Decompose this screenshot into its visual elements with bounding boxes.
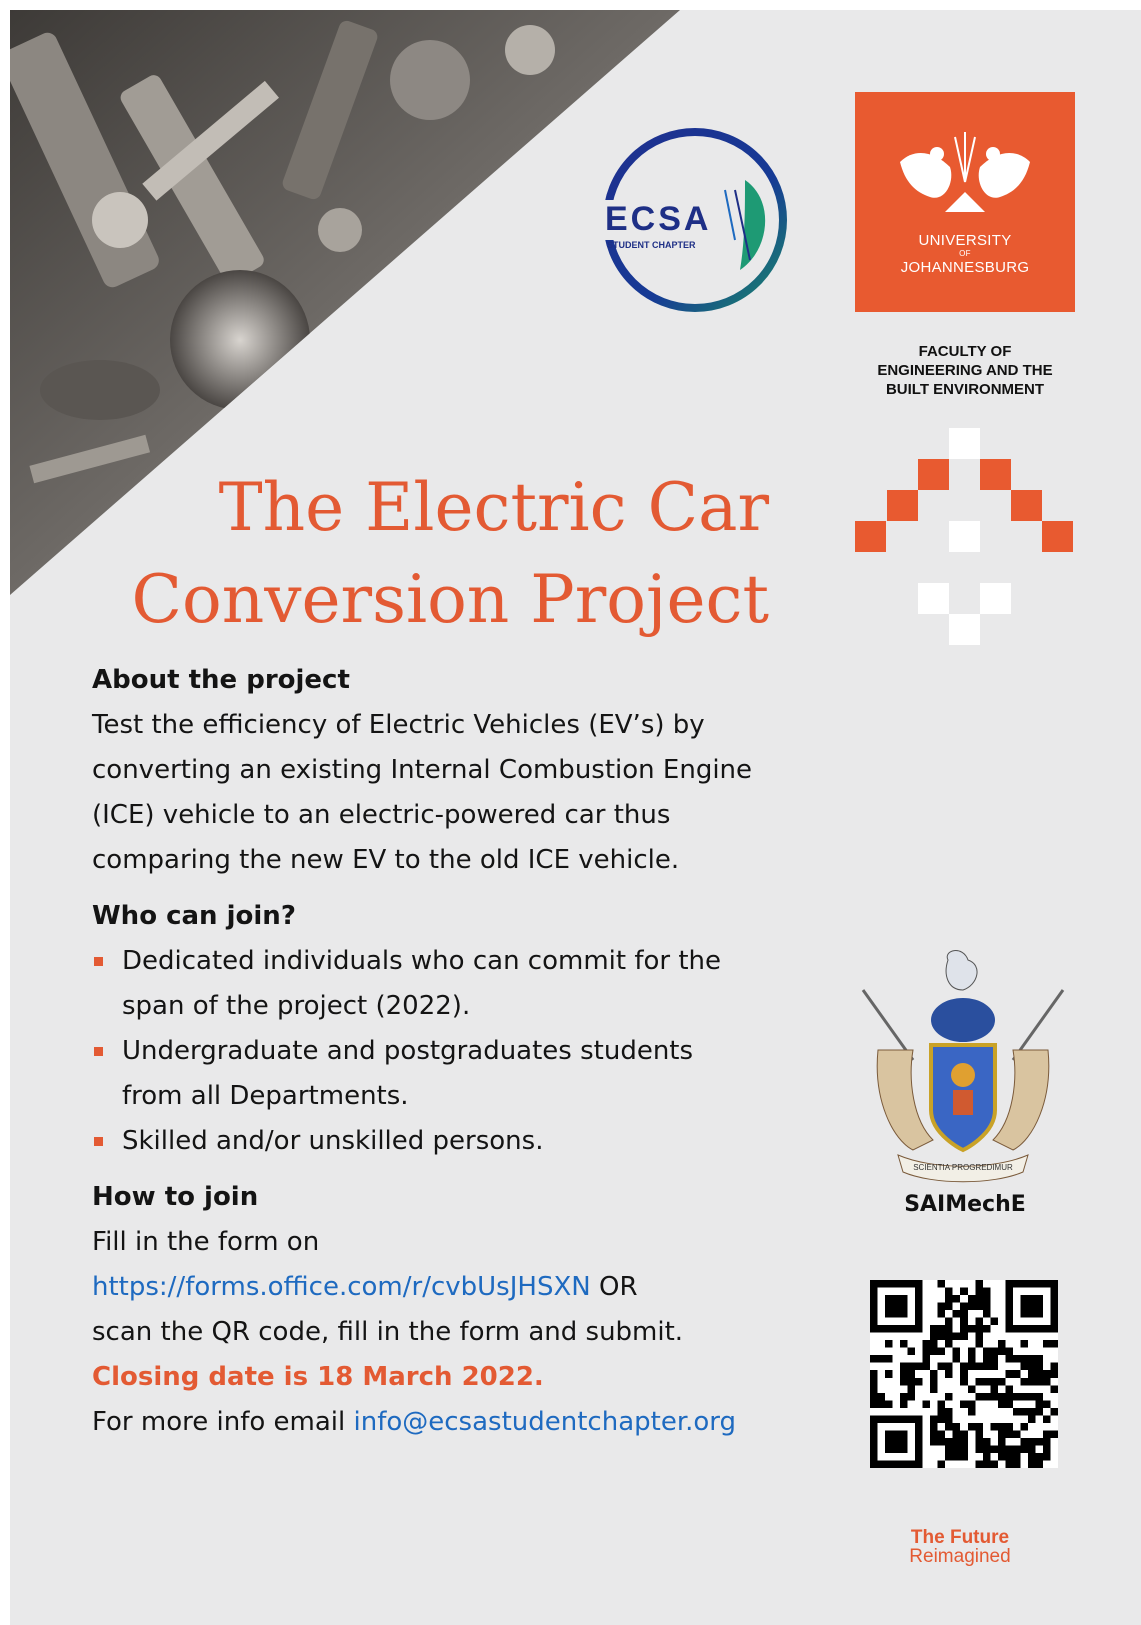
tagline — [870, 1528, 1050, 1566]
faculty-line-3: BUILT ENVIRONMENT — [885, 381, 1045, 398]
or-text: OR — [590, 1272, 638, 1302]
faculty-line-2: ENGINEERING AND THE — [877, 362, 1053, 379]
closing-date: Closing date is 18 March 2022. — [92, 1362, 544, 1392]
qr-code[interactable] — [870, 1280, 1058, 1468]
saimeche-label: SAIMechE — [904, 1192, 1026, 1217]
list-item — [92, 939, 782, 1029]
uj-line1: UNIVERSITY — [918, 232, 1012, 249]
form-link[interactable]: https://forms.office.com/r/cvbUsJHSXN — [92, 1272, 591, 1302]
poster — [10, 10, 1141, 1625]
content-body — [92, 658, 782, 1445]
coat-of-arms-emblem — [853, 950, 1073, 1195]
bullet-line: Skilled and/or unskilled persons. — [122, 1126, 544, 1156]
who-heading: Who can join? — [92, 901, 296, 931]
uj-square-pattern — [855, 428, 1075, 658]
info-prefix: For more info email — [92, 1407, 354, 1437]
uj-line2: JOHANNESBURG — [900, 259, 1030, 276]
about-line: Test the efficiency of Electric Vehicles (EV’s) by — [92, 710, 705, 740]
bullet-line: Undergraduate and postgraduates students — [122, 1036, 694, 1066]
how-line-2 — [92, 1265, 782, 1310]
ecsa-logo-subtext: STUDENT CHAPTER — [607, 240, 696, 250]
bullet-icon — [94, 1047, 103, 1056]
ecsa-logo — [595, 120, 805, 320]
bullet-icon — [94, 957, 103, 966]
about-line: (ICE) vehicle to an electric-powered car thus — [92, 800, 671, 830]
list-item — [92, 1119, 782, 1164]
how-line-3: scan the QR code, fill in the form and submit. — [92, 1317, 684, 1347]
uj-name — [855, 232, 1075, 276]
title-line-2: Conversion Project — [131, 561, 769, 638]
ecsa-logo-text: ECSA — [605, 200, 712, 238]
about-line: converting an existing Internal Combustion Engine — [92, 755, 753, 785]
title-line-1: The Electric Car — [218, 469, 769, 546]
bullet-line: from all Departments. — [122, 1081, 409, 1111]
uj-of: OF — [959, 249, 971, 258]
info-line — [92, 1400, 782, 1445]
how-heading: How to join — [92, 1182, 259, 1212]
uj-logo — [855, 92, 1075, 312]
who-section — [92, 894, 782, 1164]
bullet-icon — [94, 1137, 103, 1146]
how-line-1: Fill in the form on — [92, 1227, 320, 1257]
email-link[interactable]: info@ecsastudentchapter.org — [353, 1407, 737, 1437]
bullet-line: span of the project (2022). — [122, 991, 471, 1021]
bullet-line: Dedicated individuals who can commit for the — [122, 946, 722, 976]
tagline-line-1: The Future — [910, 1527, 1010, 1548]
who-list — [92, 939, 782, 1164]
how-section — [92, 1175, 782, 1355]
uj-birds-emblem — [855, 92, 1075, 222]
list-item — [92, 1029, 782, 1119]
about-heading: About the project — [92, 665, 350, 695]
about-line: comparing the new EV to the old ICE vehicle. — [92, 845, 680, 875]
faculty-line-1: FACULTY OF — [918, 343, 1012, 360]
crest-motto: SCIENTIA PROGREDIMUR — [913, 1163, 1013, 1172]
about-section — [92, 658, 782, 883]
faculty-name — [840, 342, 1090, 399]
poster-title — [69, 462, 769, 646]
tagline-line-2: Reimagined — [909, 1546, 1011, 1567]
